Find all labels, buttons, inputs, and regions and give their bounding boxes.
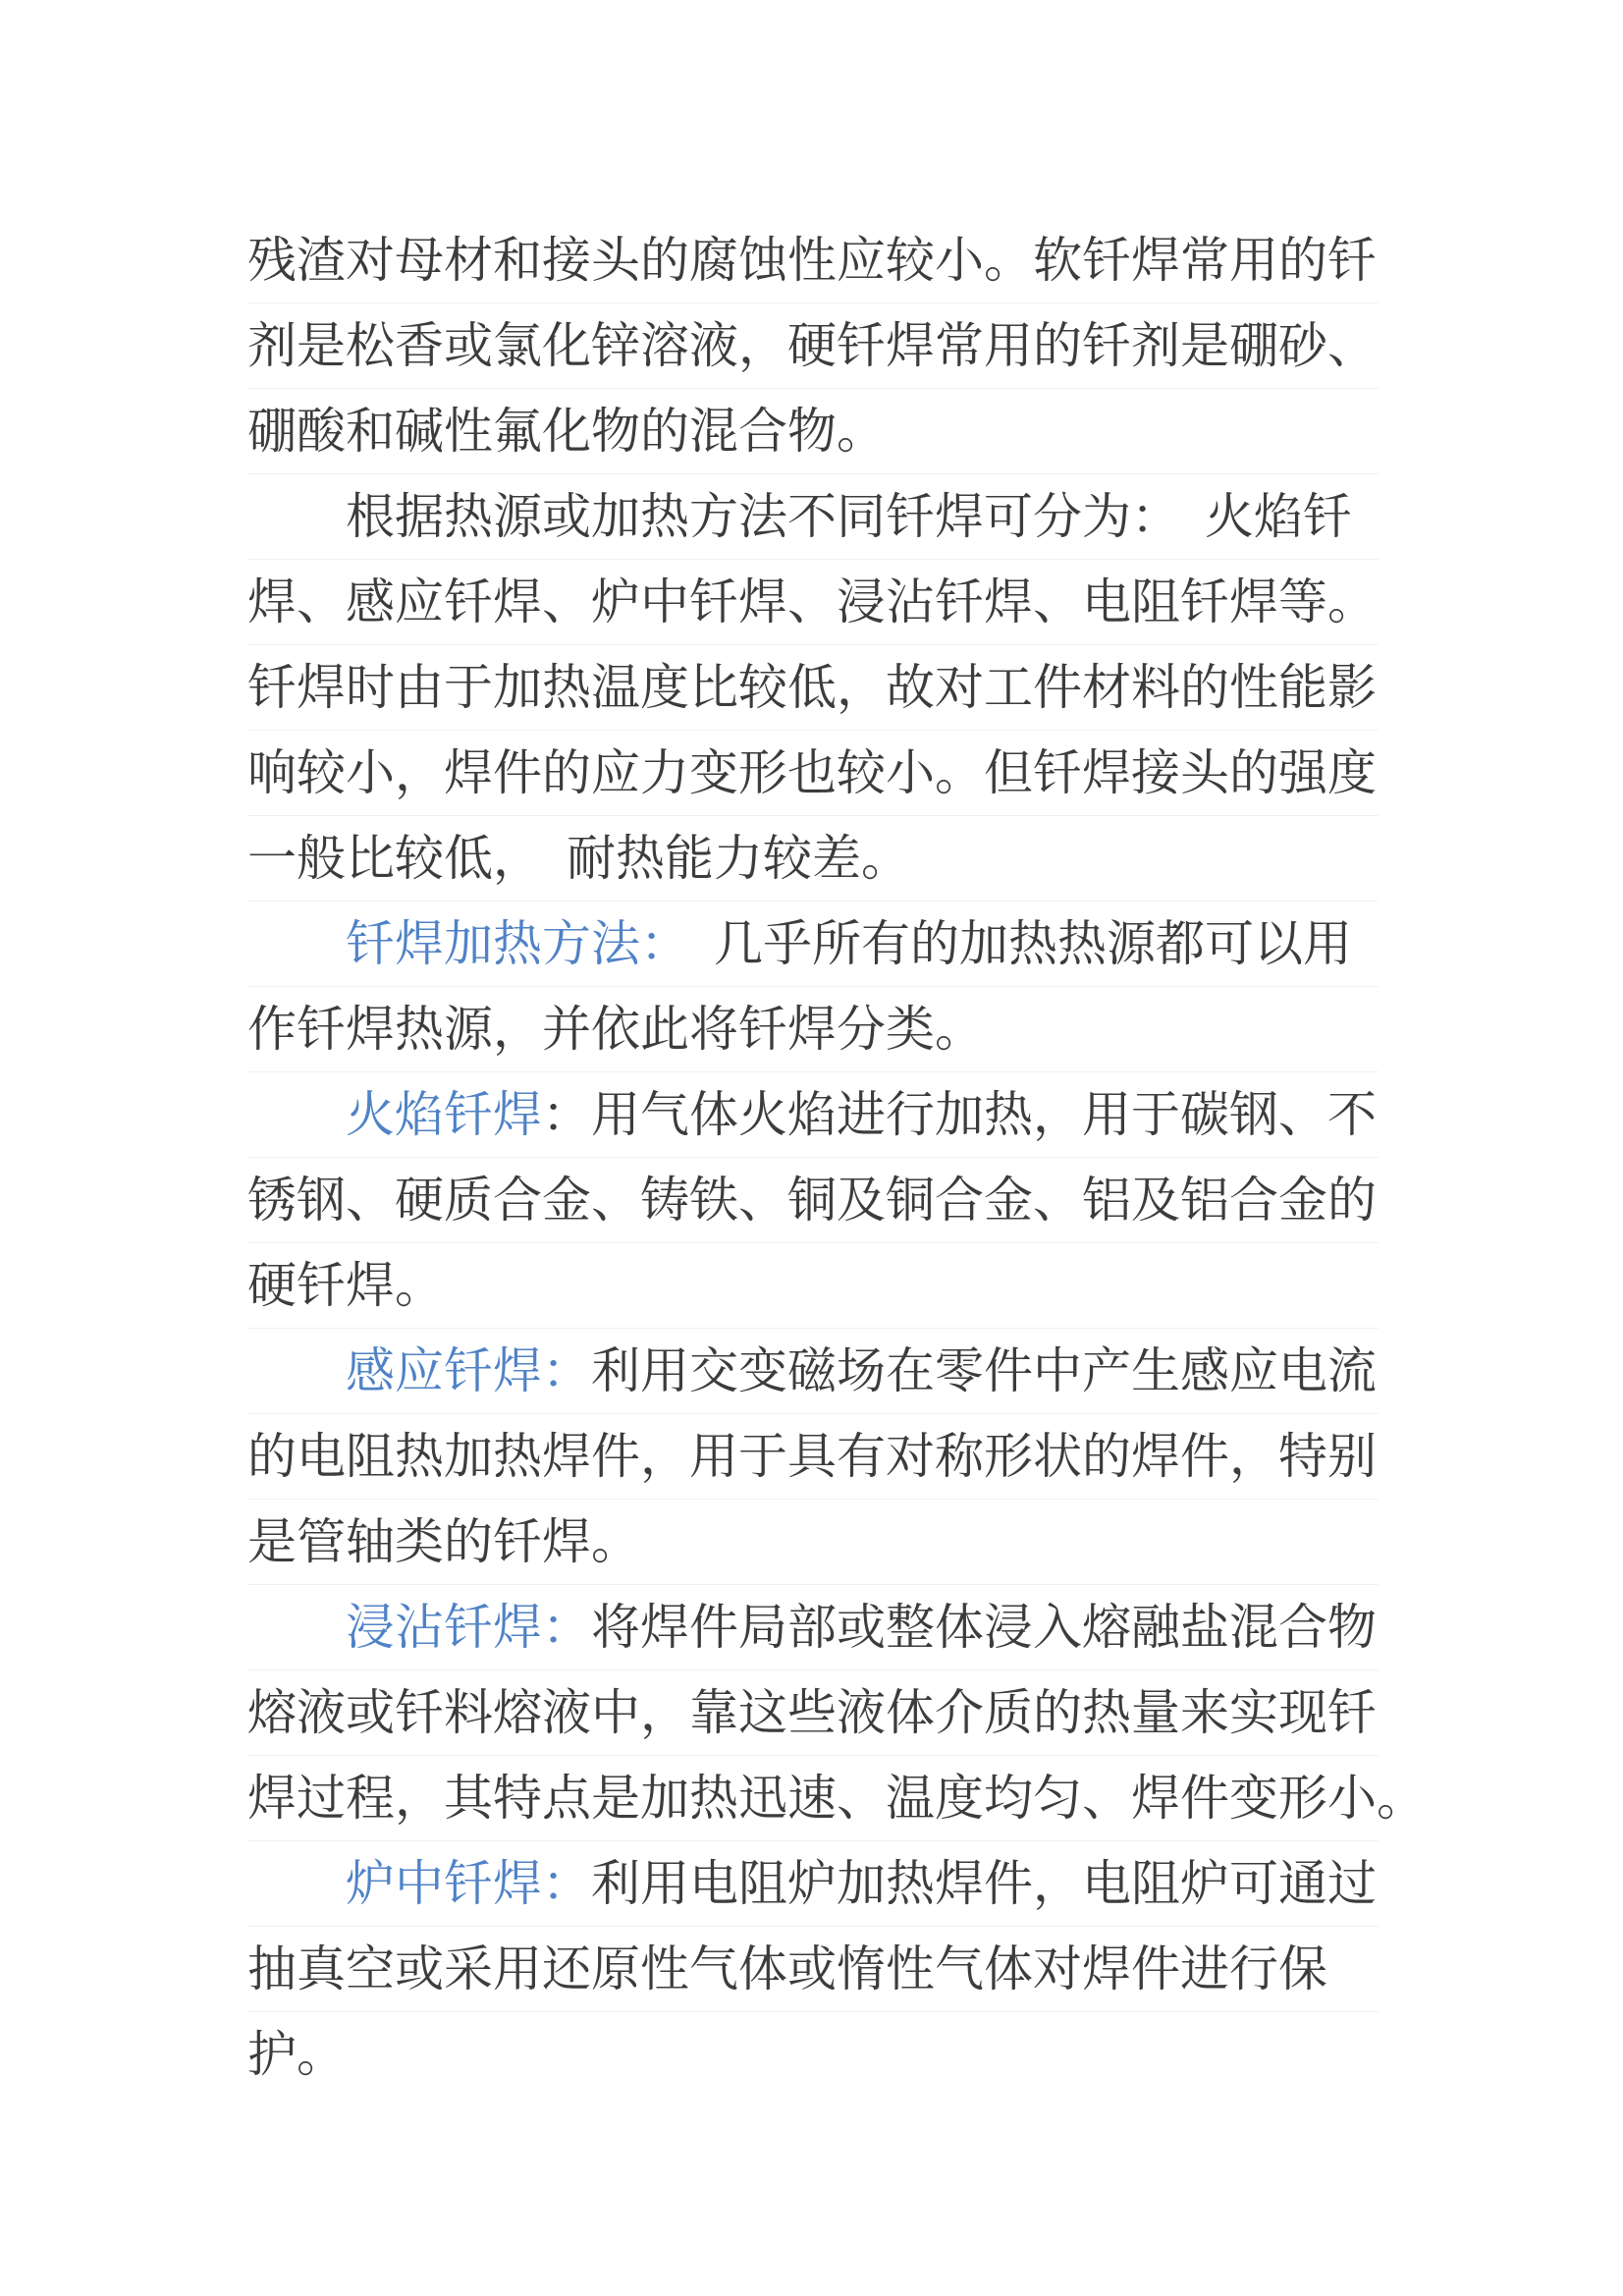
- text-line: [247, 1243, 1379, 1329]
- text-line: [247, 731, 1379, 816]
- body-text: 几乎所有的加热热源都可以用: [665, 916, 1352, 971]
- term-dip-brazing: 浸沾钎焊：: [247, 1600, 591, 1655]
- body-text: 焊、感应钎焊、炉中钎焊、浸沾钎焊、电阻钎焊等。: [247, 574, 1377, 629]
- text-line: [247, 218, 1379, 303]
- body-text: 作钎焊热源，并依此将钎焊分类。: [247, 1002, 984, 1057]
- text-line: [247, 474, 1379, 560]
- body-text: 钎焊时由于加热温度比较低，故对工件材料的性能影: [247, 660, 1377, 715]
- term-furnace-brazing: 炉中钎焊：: [247, 1856, 591, 1911]
- text-line: [247, 1414, 1379, 1500]
- text-line: [247, 1500, 1379, 1585]
- term-flame-brazing: 火焰钎焊: [247, 1087, 542, 1142]
- text-line: [247, 2012, 1379, 2097]
- body-text: 是管轴类的钎焊。: [247, 1514, 640, 1569]
- text-line: [247, 1841, 1379, 1927]
- body-text: 根据热源或加热方法不同钎焊可分为： 火焰钎: [247, 489, 1352, 544]
- text-line: [247, 1585, 1379, 1670]
- text-line: [247, 816, 1379, 902]
- body-text: 的电阻热加热焊件，用于具有对称形状的焊件，特别: [247, 1429, 1377, 1484]
- text-line: [247, 987, 1379, 1072]
- body-text: ：用气体火焰进行加热，用于碳钢、不: [542, 1087, 1377, 1142]
- body-text: 硼酸和碱性氟化物的混合物。: [247, 404, 886, 459]
- text-line: [247, 645, 1379, 731]
- body-text: 剂是松香或氯化锌溶液，硬钎焊常用的钎剂是硼砂、: [247, 318, 1377, 373]
- text-line: [247, 1756, 1426, 1841]
- body-text: 抽真空或采用还原性气体或惰性气体对焊件进行保: [247, 1941, 1327, 1996]
- text-line: [247, 560, 1379, 645]
- text-line: [247, 1927, 1379, 2012]
- term-induction-brazing: 感应钎焊：: [247, 1343, 591, 1398]
- body-text: 硬钎焊。: [247, 1258, 444, 1313]
- body-text: 残渣对母材和接头的腐蚀性应较小。软钎焊常用的钎: [247, 233, 1377, 288]
- body-text: 将焊件局部或整体浸入熔融盐混合物: [591, 1600, 1377, 1655]
- text-line: [247, 1158, 1379, 1243]
- body-text: 锈钢、硬质合金、铸铁、铜及铜合金、铝及铝合金的: [247, 1173, 1377, 1228]
- body-text: 焊过程，其特点是加热迅速、温度均匀、焊件变形小。: [247, 1771, 1426, 1826]
- body-text: 熔液或钎料熔液中，靠这些液体介质的热量来实现钎: [247, 1685, 1377, 1740]
- body-text: 利用交变磁场在零件中产生感应电流: [591, 1343, 1377, 1398]
- text-line: [247, 902, 1379, 987]
- text-line: [247, 1329, 1379, 1414]
- body-text: 一般比较低， 耐热能力较差。: [247, 831, 910, 886]
- text-line: [247, 303, 1379, 389]
- body-text: 响较小，焊件的应力变形也较小。但钎焊接头的强度: [247, 745, 1377, 800]
- term-brazing-heating-method: 钎焊加热方法：: [247, 916, 665, 971]
- text-line: [247, 1670, 1379, 1756]
- text-line: [247, 389, 1379, 474]
- body-text: 护。: [247, 2027, 346, 2082]
- text-block: [247, 218, 1426, 2097]
- text-line: [247, 1072, 1379, 1158]
- body-text: 利用电阻炉加热焊件，电阻炉可通过: [591, 1856, 1377, 1911]
